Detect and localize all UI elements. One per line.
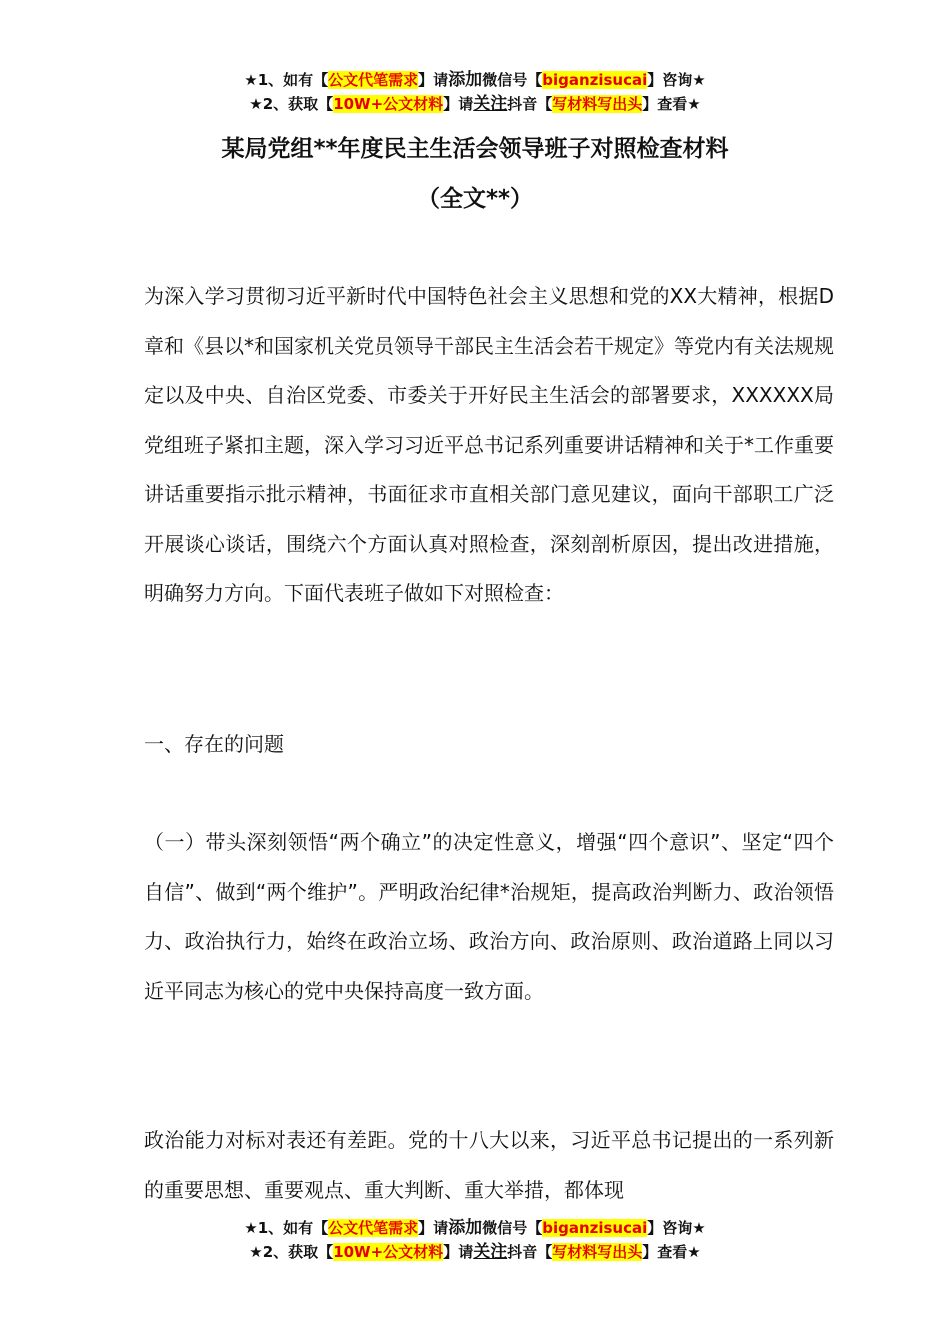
promo-text: 抖音【 — [507, 1243, 553, 1261]
promo-text: 】请 — [443, 95, 474, 113]
promo-line-1 — [0, 1216, 950, 1240]
promo-text: 】请 — [418, 1219, 449, 1237]
section-heading: 一、存在的问题 — [144, 732, 284, 756]
promo-emphasis: 关注 — [473, 1242, 508, 1262]
promo-line-2 — [0, 92, 950, 116]
promo-douyin-id: 写材料写出头 — [552, 1243, 643, 1261]
promo-highlight: 公文代笔需求 — [328, 71, 419, 89]
document-title: 某局党组**年度民主生活会领导班子对照检查材料 — [221, 136, 729, 162]
promo-text: ★2、获取【 — [249, 1243, 334, 1261]
promo-text: 】咨询★ — [647, 71, 706, 89]
promo-emphasis: 添加 — [448, 70, 483, 90]
promo-text: ★2、获取【 — [249, 95, 334, 113]
promo-text: ★1、如有【 — [244, 1219, 329, 1237]
body-paragraph: 政治能力对标对表还有差距。党的十八大以来，习近平总书记提出的一系列新的重要思想、重要观点、重大判断、重大举措，都体现 — [144, 1128, 834, 1202]
body-paragraph: （一）带头深刻领悟“两个确立”的决定性意义，增强“四个意识”、坚定“四个自信”、做到“两个维护”。严明政治纪律*治规矩，提高政治判断力、政治领悟力、政治执行力，始终在政治立场、政治方向、政治原则、政治道路上同以习近平同志为核心的党中央保持高度一致方面。 — [144, 830, 834, 1003]
promo-text: 】咨询★ — [647, 1219, 706, 1237]
promo-emphasis: 添加 — [448, 1218, 483, 1238]
promo-banner-bottom — [0, 1216, 950, 1264]
promo-highlight: 10W+公文材料 — [333, 95, 444, 113]
promo-line-1 — [0, 68, 950, 92]
promo-text: 微信号【 — [482, 71, 543, 89]
promo-emphasis: 关注 — [473, 94, 508, 114]
promo-wechat-id: biganzisucai — [542, 1219, 648, 1237]
promo-text: 】请 — [418, 71, 449, 89]
promo-text: 】查看★ — [642, 1243, 701, 1261]
promo-douyin-id: 写材料写出头 — [552, 95, 643, 113]
intro-paragraph: 为深入学习贯彻习近平新时代中国特色社会主义思想和党的XX大精神，根据D章和《县以*和国家机关党员领导干部民主生活会若干规定》等党内有关法规规定以及中央、自治区党委、市委关于开好民主生活会的部署要求，XXXXXX局党组班子紧扣主题，深入学习习近平总书记系列重要讲话精神和关于*工作重要讲话重要指示批示精神，书面征求市直相关部门意见建议，面向干部职工广泛开展谈心谈话，围绕六个方面认真对照检查，深刻剖析原因，提出改进措施，明确努力方向。下面代表班子做如下对照检查： — [144, 284, 834, 605]
promo-text: 】查看★ — [642, 95, 701, 113]
promo-text: 微信号【 — [482, 1219, 543, 1237]
promo-text: ★1、如有【 — [244, 71, 329, 89]
promo-highlight: 公文代笔需求 — [328, 1219, 419, 1237]
promo-line-2 — [0, 1240, 950, 1264]
promo-text: 】请 — [443, 1243, 474, 1261]
promo-wechat-id: biganzisucai — [542, 71, 648, 89]
document-subtitle: （全文**） — [416, 186, 534, 212]
promo-highlight: 10W+公文材料 — [333, 1243, 444, 1261]
promo-text: 抖音【 — [507, 95, 553, 113]
promo-banner-top — [0, 68, 950, 116]
